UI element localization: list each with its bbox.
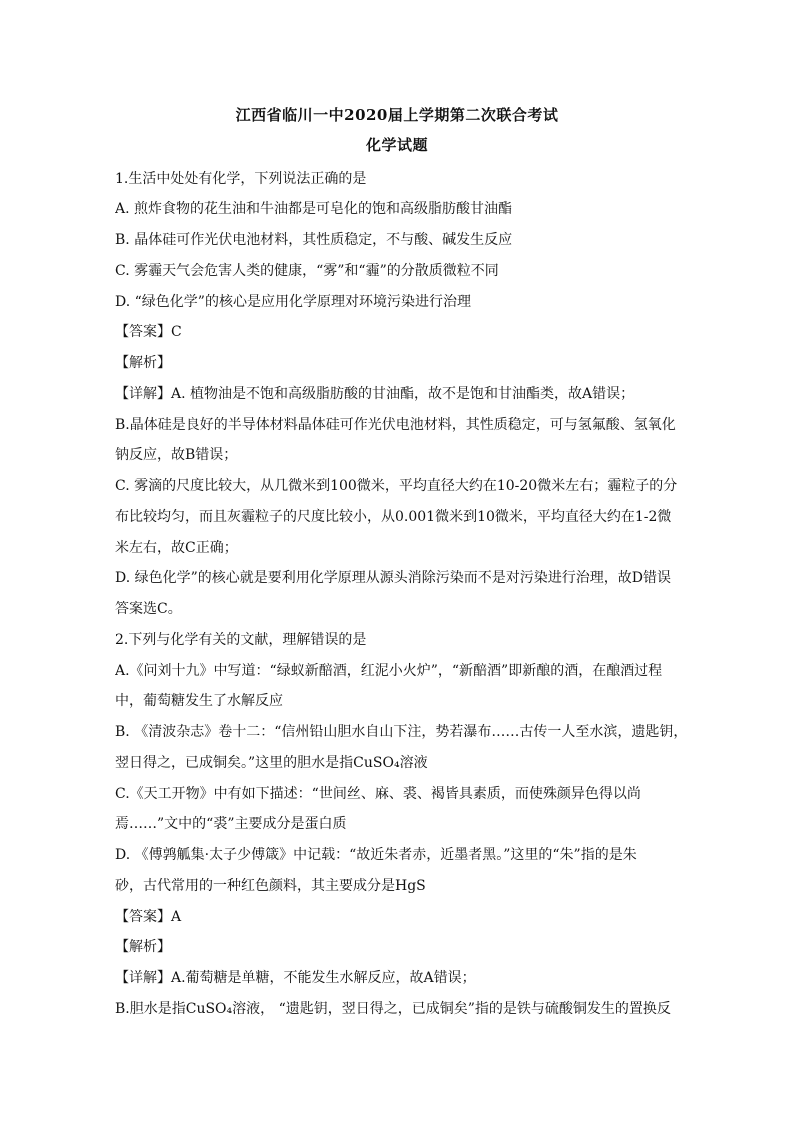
question-1-detail-b: B.晶体硅是良好的半导体材料晶体硅可作光伏电池材料，其性质稳定，可与氢氟酸、氢氧化 — [115, 417, 676, 433]
question-2-option-c-cont: 焉……”文中的“裘”主要成分是蛋白质 — [115, 816, 347, 832]
question-2-analysis-label: 【解析】 — [115, 939, 171, 955]
question-2-option-d-cont: 砂，古代常用的一种红色颜料，其主要成分是HgS — [115, 878, 426, 894]
question-1-option-c: C. 雾霾天气会危害人类的健康，“雾”和“霾”的分散质微粒不同 — [115, 263, 499, 279]
question-1-detail-b-cont: 钠反应，故B错误； — [115, 447, 238, 463]
question-2-stem: 2.下列与化学有关的文献，理解错误的是 — [115, 632, 367, 648]
question-2-option-b-cont: 翌日得之，已成铜矣。”这里的胆水是指CuSO₄溶液 — [115, 755, 428, 771]
question-2-detail-a: 【详解】A.葡萄糖是单糖，不能发生水解反应，故A错误； — [115, 970, 476, 986]
question-2-answer: 【答案】A — [115, 909, 182, 925]
question-1-option-a: A. 煎炸食物的花生油和牛油都是可皂化的饱和高级脂肪酸甘油酯 — [115, 201, 513, 217]
question-1-option-d: D. “绿色化学”的核心是应用化学原理对环境污染进行治理 — [115, 294, 471, 310]
question-1-detail-c-cont: 布比较均匀，而且灰霾粒子的尺度比较小，从0.001微米到10微米，平均直径大约在1-2微 — [115, 509, 672, 525]
question-2-option-c: C.《天工开物》中有如下描述：“世间丝、麻、裘、褐皆具素质，而使殊颜异色得以尚 — [115, 786, 641, 802]
question-2-option-a-cont: 中，葡萄糖发生了水解反应 — [115, 693, 283, 709]
question-2-option-d: D. 《傅鹑觚集·太子少傅箴》中记载：“故近朱者赤，近墨者黑。”这里的“朱”指的是朱 — [115, 847, 637, 863]
question-1-detail-c-end: 米左右，故C正确； — [115, 540, 238, 556]
question-2-option-a: A.《问刘十九》中写道：“绿蚁新醅酒，红泥小火炉”，“新醅酒”即新酿的酒，在酿酒过程 — [115, 663, 663, 679]
question-1-stem: 1.生活中处处有化学，下列说法正确的是 — [115, 171, 367, 187]
exam-subtitle: 化学试题 — [365, 136, 428, 154]
question-1-option-b: B. 晶体硅可作光伏电池材料，其性质稳定，不与酸、碱发生反应 — [115, 232, 513, 248]
question-1-answer: 【答案】C — [115, 324, 182, 340]
question-1-conclusion: 答案选C。 — [115, 601, 182, 617]
question-1-analysis-label: 【解析】 — [115, 355, 171, 371]
question-1-detail-d: D. 绿色化学”的核心就是要利用化学原理从源头消除污染而不是对污染进行治理，故D错误 — [115, 570, 672, 586]
question-2-option-b: B. 《清波杂志》卷十二：“信州铅山胆水自山下注，势若瀑布……古传一人至水滨，遗匙钥， — [115, 724, 688, 740]
question-2-detail-b: B.胆水是指CuSO₄溶液， “遗匙钥，翌日得之，已成铜矣”指的是铁与硫酸铜发生的置换反 — [115, 1001, 671, 1017]
exam-title: 江西省临川一中2020届上学期第二次联合考试 — [235, 106, 559, 124]
question-1-detail-a: 【详解】A. 植物油是不饱和高级脂肪酸的甘油酯，故不是饱和甘油酯类，故A错误； — [115, 386, 635, 402]
question-1-detail-c: C. 雾滴的尺度比较大，从几微米到100微米，平均直径大约在10-20微米左右；霾粒子的分 — [115, 478, 678, 494]
